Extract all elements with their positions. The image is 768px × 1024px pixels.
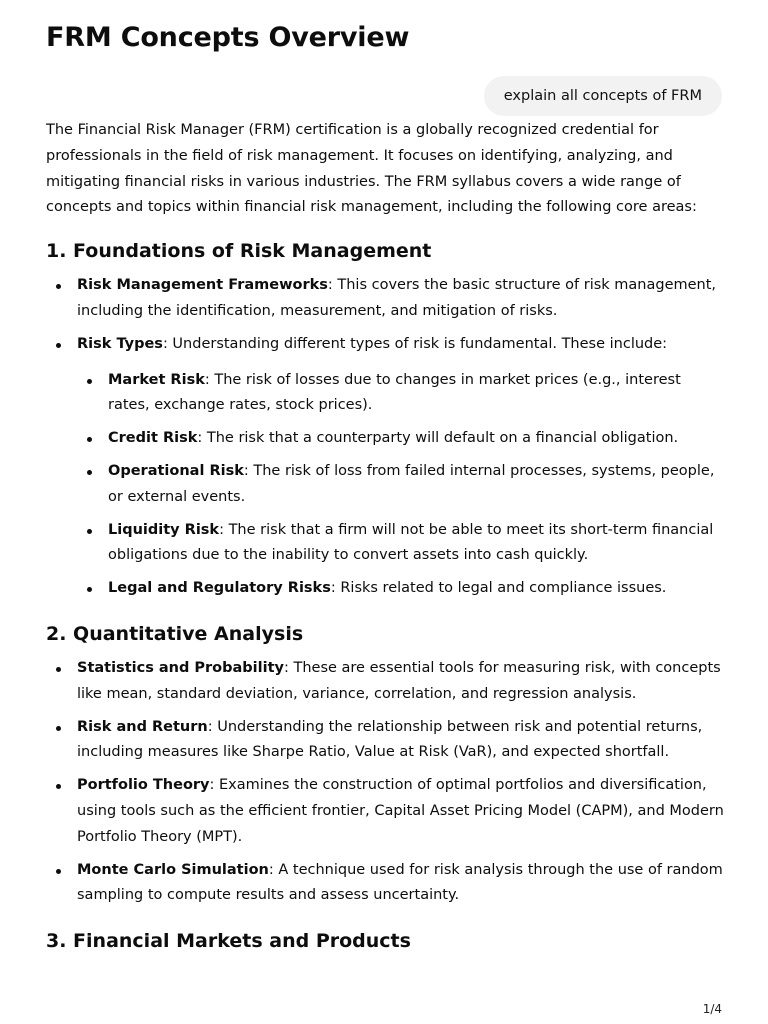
list-item xyxy=(46,332,726,602)
item-desc: : Understanding different types of risk is fundamental. These include: xyxy=(162,335,668,352)
item-term: Risk and Return xyxy=(77,718,208,735)
response-content xyxy=(46,118,726,954)
item-desc: : The risk of loss from failed internal processes, systems, people, or external events. xyxy=(108,462,715,505)
item-term: Risk Types xyxy=(77,335,163,352)
item-term: Statistics and Probability xyxy=(77,659,284,676)
risk-types-sublist xyxy=(77,368,726,602)
sublist-item xyxy=(77,426,726,452)
sublist-item xyxy=(77,368,726,420)
item-desc: : This covers the basic structure of risk management, including the identification, measurement, and mitigation of risks. xyxy=(77,277,717,319)
item-term: Credit Risk xyxy=(108,430,198,447)
quantitative-list xyxy=(46,656,726,909)
item-desc: : Risks related to legal and compliance issues. xyxy=(330,580,667,597)
item-term: Portfolio Theory xyxy=(77,777,210,794)
sublist-item xyxy=(77,459,726,511)
item-desc: : The risk that a counterparty will default on a financial obligation. xyxy=(197,430,679,447)
sublist-item xyxy=(77,518,726,570)
item-term: Monte Carlo Simulation xyxy=(77,861,269,878)
bullet-icon xyxy=(87,379,92,384)
foundations-list xyxy=(46,273,726,602)
user-prompt-bubble: explain all concepts of FRM xyxy=(484,76,722,116)
bullet-icon xyxy=(87,529,92,534)
list-item xyxy=(46,656,726,708)
bullet-icon xyxy=(56,869,61,874)
section-heading-markets: 3. Financial Markets and Products xyxy=(46,930,411,953)
bullet-icon xyxy=(87,470,92,475)
list-item xyxy=(46,773,726,850)
item-desc: : Examines the construction of optimal portfolios and diversification, using tools such as the efficient frontier, Capital Asset Pricing Model (CAPM), and Modern Portfolio Theory (MPT). xyxy=(77,777,724,845)
bullet-icon xyxy=(56,667,61,672)
bullet-icon xyxy=(56,784,61,789)
item-term: Market Risk xyxy=(108,371,205,388)
item-desc: : These are essential tools for measuring risk, with concepts like mean, standard deviation, variance, correlation, and regression analysis. xyxy=(77,659,721,702)
item-term: Operational Risk xyxy=(108,462,244,479)
intro-paragraph: The Financial Risk Manager (FRM) certification is a globally recognized credential for professionals in the field of risk management. It focuses on identifying, analyzing, and mitigating financial risks in various industries. The FRM syllabus covers a wide range of concepts and topics within financial risk management, including the following core areas: xyxy=(46,122,697,216)
section-heading-foundations: 1. Foundations of Risk Management xyxy=(46,240,432,263)
item-desc: : The risk of losses due to changes in market prices (e.g., interest rates, exchange rates, stock prices). xyxy=(108,371,681,414)
item-term: Risk Management Frameworks xyxy=(77,277,328,294)
item-term: Legal and Regulatory Risks xyxy=(108,580,331,597)
item-desc: : Understanding the relationship between risk and potential returns, including measures like Sharpe Ratio, Value at Risk (VaR), and expected shortfall. xyxy=(77,718,703,761)
list-item xyxy=(46,858,726,910)
item-desc: : A technique used for risk analysis through the use of random sampling to compute results and assess uncertainty. xyxy=(77,861,723,904)
sublist-item xyxy=(77,576,726,602)
page-title: FRM Concepts Overview xyxy=(46,22,410,53)
item-desc: : The risk that a firm will not be able to meet its short-term financial obligations due to the inability to convert assets into cash quickly. xyxy=(108,521,714,564)
bullet-icon xyxy=(56,726,61,731)
list-item xyxy=(46,715,726,767)
bullet-icon xyxy=(87,587,92,592)
bullet-icon xyxy=(56,343,61,348)
bullet-icon xyxy=(56,284,61,289)
bullet-icon xyxy=(87,437,92,442)
section-heading-quantitative: 2. Quantitative Analysis xyxy=(46,622,304,645)
item-term: Liquidity Risk xyxy=(108,521,220,538)
list-item xyxy=(46,273,726,325)
page-number: 1/4 xyxy=(702,1002,722,1016)
